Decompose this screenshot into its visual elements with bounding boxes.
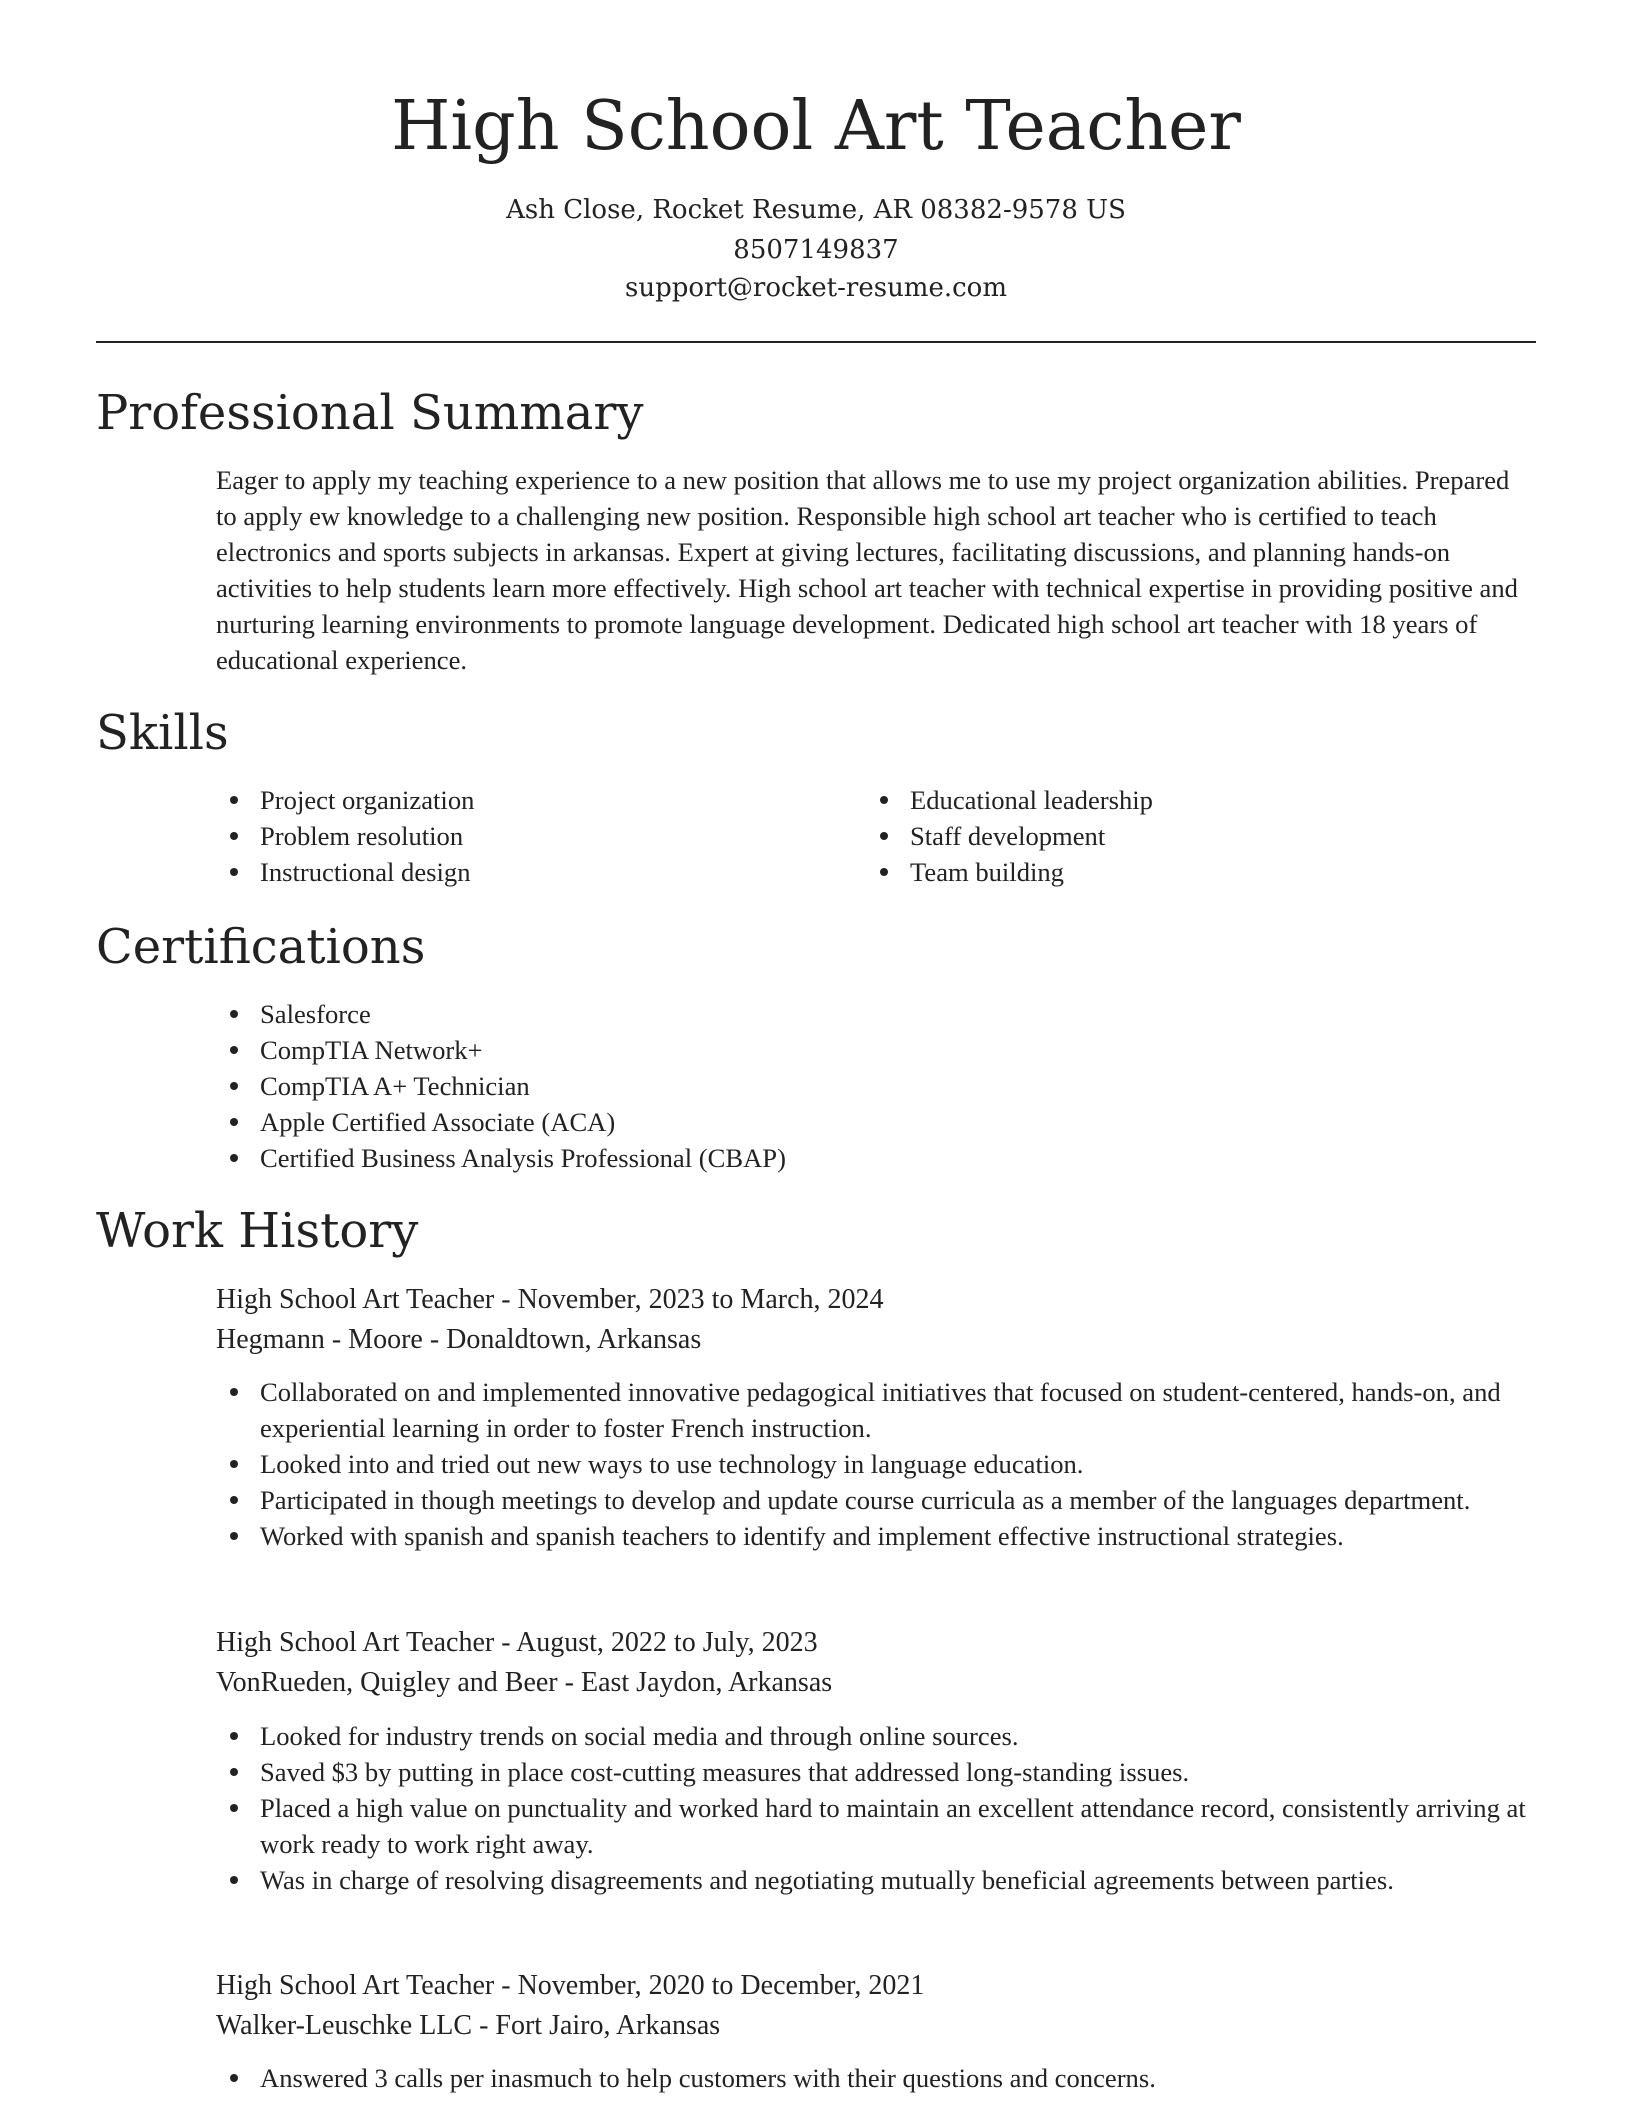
job-bullet: Participated in though meetings to develop and update course curricula as a member of the languages department. — [216, 1482, 1536, 1518]
job-bullet: Collaborated on and implemented innovative pedagogical initiatives that focused on student-centered, hands-on, and experiential learning in order to foster French instruction. — [216, 1374, 1536, 1446]
job-employer — [216, 1320, 701, 1360]
job-location: Fort Jairo, Arkansas — [495, 2010, 721, 2041]
certification-item: Apple Certified Associate (ACA) — [216, 1104, 1516, 1140]
skill-item: Staff development — [866, 818, 1506, 854]
candidate-name: High School Art Teacher — [391, 87, 1241, 166]
job-location: Donaldtown, Arkansas — [446, 1324, 702, 1355]
certifications-list — [216, 996, 1516, 1176]
job-dates: August, 2022 to July, 2023 — [516, 1627, 818, 1658]
skills-heading: Skills — [96, 705, 229, 761]
summary-text: Eager to apply my teaching experience to a new position that allows me to use my project organization abilities. Prepared to apply ew knowledge to a challenging new position. Responsible high school art teacher who is certified to teach electronics and sports subjects in arkansas. Expert at giving lectures, facilitating discussions, and planning hands-on activities to help students learn more effectively. High school art teacher with technical expertise in providing positive and nurturing learning environments to promote language development. Dedicated high school art teacher with 18 years of educational experience. — [216, 465, 1518, 675]
skill-item: Educational leadership — [866, 782, 1506, 818]
job-bullets — [216, 2060, 1536, 2096]
certification-item: Salesforce — [216, 996, 1516, 1032]
contact-email: support@rocket-resume.com — [624, 273, 1007, 303]
skill-item: Instructional design — [216, 854, 836, 890]
job-employer — [216, 1663, 832, 1703]
separator: - — [422, 1324, 447, 1355]
contact-phone: 8507149837 — [733, 235, 899, 265]
contact-address: Ash Close, Rocket Resume, AR 08382-9578 US — [506, 195, 1126, 225]
job-bullet: Was in charge of resolving disagreements and negotiating mutually beneficial agreements between parties. — [216, 1862, 1536, 1898]
job-dates: November, 2020 to December, 2021 — [517, 1970, 925, 2001]
job-employer — [216, 2006, 720, 2046]
separator: - — [557, 1667, 581, 1698]
skill-item: Project organization — [216, 782, 836, 818]
separator: - — [494, 1284, 518, 1315]
job-company: Walker-Leuschke LLC — [216, 2010, 473, 2041]
certification-item: Certified Business Analysis Professional (CBAP) — [216, 1140, 1516, 1176]
job-bullet: Looked for industry trends on social media and through online sources. — [216, 1718, 1536, 1754]
skill-item: Problem resolution — [216, 818, 836, 854]
job-heading — [216, 1623, 818, 1663]
job-title: High School Art Teacher — [216, 1627, 495, 1658]
job-title: High School Art Teacher — [216, 1970, 495, 2001]
separator: - — [494, 1627, 517, 1658]
header-divider — [96, 341, 1536, 343]
job-company: Hegmann - Moore — [216, 1324, 423, 1355]
skill-item: Team building — [866, 854, 1506, 890]
job-bullet: Worked with spanish and spanish teachers to identify and implement effective instructional strategies. — [216, 1518, 1536, 1554]
job-bullet: Looked into and tried out new ways to use technology in language education. — [216, 1446, 1536, 1482]
job-company: VonRueden, Quigley and Beer — [216, 1667, 558, 1698]
job-dates: November, 2023 to March, 2024 — [517, 1284, 884, 1315]
job-heading — [216, 1280, 884, 1320]
job-bullets — [216, 1374, 1536, 1554]
job-heading — [216, 1966, 924, 2006]
certification-item: CompTIA Network+ — [216, 1032, 1516, 1068]
job-location: East Jaydon, Arkansas — [580, 1667, 833, 1698]
job-title: High School Art Teacher — [216, 1284, 495, 1315]
job-bullet: Answered 3 calls per inasmuch to help customers with their questions and concerns. — [216, 2060, 1536, 2096]
job-bullets — [216, 1718, 1536, 1898]
job-bullet: Saved $3 by putting in place cost-cutting measures that addressed long-standing issues. — [216, 1754, 1536, 1790]
job-bullet: Placed a high value on punctuality and worked hard to maintain an excellent attendance record, consistently arriving at work ready to work right away. — [216, 1790, 1536, 1862]
certification-item: CompTIA A+ Technician — [216, 1068, 1516, 1104]
separator: - — [494, 1970, 518, 2001]
separator: - — [472, 2010, 496, 2041]
summary-heading: Professional Summary — [96, 385, 644, 441]
skills-list-right — [866, 782, 1506, 890]
certifications-heading: Certifications — [96, 919, 426, 975]
work-history-heading: Work History — [96, 1203, 419, 1259]
skills-list-left — [216, 782, 836, 890]
